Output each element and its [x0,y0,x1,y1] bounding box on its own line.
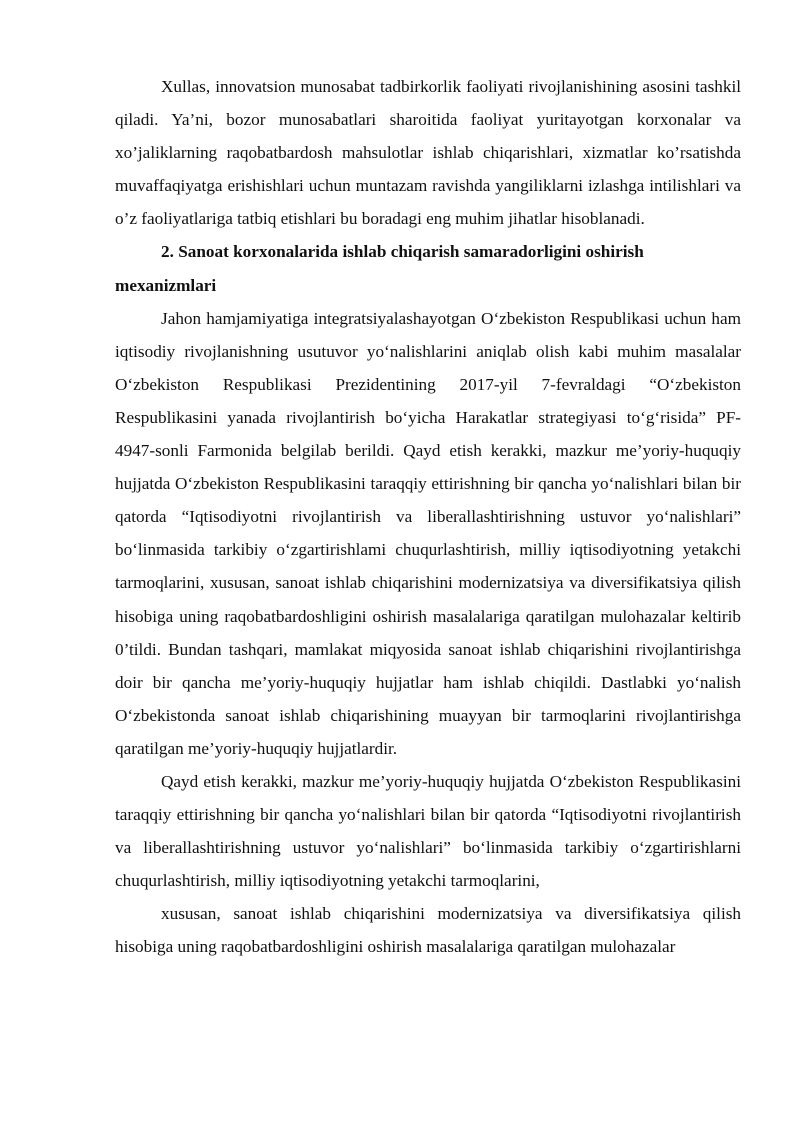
document-page [115,70,741,964]
section-heading: 2. Sanoat korxonalarida ishlab chiqarish samaradorligini oshirish mexanizmlari [115,242,644,295]
paragraph-legal-note: Qayd etish kerakki, mazkur me’yoriy-huquqiy hujjatda O‘zbekiston Respublikasini taraqqiy ettirishning bir qancha yo‘nalishlari bilan bir qatorda “Iqtisodiyotni rivojlantirish va liberallashtirishning ustuvor yo‘nalishlari” bo‘linmasida tarkibiy o‘zgartirishlarni chuqurlashtirish, milliy iqtisodiyotning yetakchi tarmoqlarini, [115,771,741,891]
paragraph-strategy: Jahon hamjamiyatiga integratsiyalashayotgan O‘zbekiston Respublikasi uchun ham iqtisodiy rivojlanishning usutuvor yo‘nalishlarini aniqlab olish kabi muhim masalalar O‘zbekiston Respublikasi Prezidentining 2017-yil 7-fevraldagi “O‘zbekiston Respublikasini yanada rivojlantirish bo‘yicha Harakatlar strategiyasi to‘g‘risida” PF- 4947-sonli Farmonida belgilab berildi. Qayd etish kerakki, mazkur me’yoriy-huquqiy hujjatda O‘zbekiston Respublikasini taraqqiy ettirishning bir qancha yo‘nalishlari bilan bir qatorda “Iqtisodiyotni rivojlantirish va liberallashtirishning ustuvor yo‘nalishlari” bo‘linmasida tarkibiy o‘zgartirishlami chuqurlashtirish, milliy iqtisodiyotning yetakchi tarmoqlarini, xususan, sanoat ishlab chiqarishini modernizatsiya va diversifikatsiya qilish hisobiga uning raqobatbardoshligini oshirish masalalariga qaratilgan mulohazalar keltirib 0’tildi. Bundan tashqari, mamlakat miqyosida sanoat ishlab chiqarishini rivojlantirishga doir bir qancha me’yoriy-huquqiy hujjatlar ham ishlab chiqildi. Dastlabki yo‘nalish O‘zbekistonda sanoat ishlab chiqarishining muayyan bir tarmoqlarini rivojlantirishga qaratilgan me’yoriy-huquqiy hujjatlardir. [115,308,741,758]
paragraph-intro: Xullas, innovatsion munosabat tadbirkorlik faoliyati rivojlanishining asosini tashkil qiladi. Ya’ni, bozor munosabatlari sharoitida faoliyat yuritayotgan korxonalar va xo’jaliklarning raqobatbardosh mahsulotlar ishlab chiqarishlari, xizmatlar ko’rsatishda muvaffaqiyatga erishishlari uchun muntazam ravishda yangiliklarni izlashga intilishlari va o’z faoliyatlariga tatbiq etishlari bu boradagi eng muhim jihatlar hisoblanadi. [115,77,741,229]
paragraph-continuation: xususan, sanoat ishlab chiqarishini modernizatsiya va diversifikatsiya qilish hisobiga uning raqobatbardoshligini oshirish masalalariga qaratilgan mulohazalar [115,904,741,957]
